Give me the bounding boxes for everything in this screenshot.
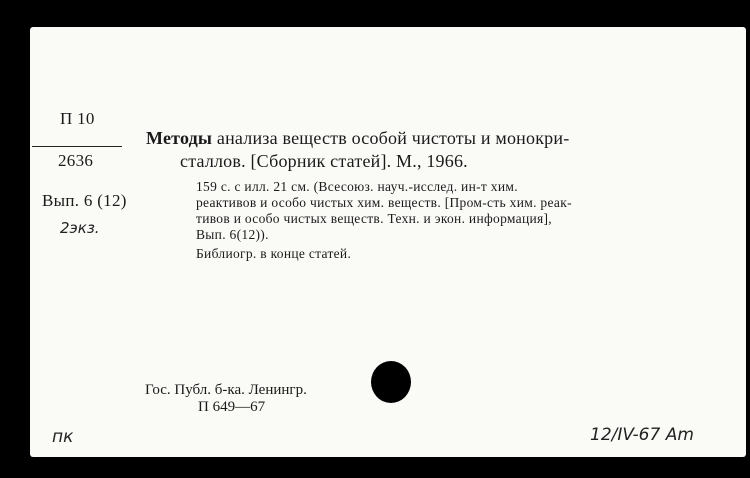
description-line4: Вып. 6(12)).	[196, 227, 269, 242]
description-line3: тивов и особо чистых веществ. Техн. и экон. информация],	[196, 211, 552, 226]
call-number-line3: Вып. 6 (12)	[42, 191, 127, 210]
description-line5: Библиогр. в конце статей.	[196, 246, 352, 261]
title-line2: сталлов. [Сборник статей]. М., 1966.	[180, 151, 468, 171]
handwritten-initials: пк	[52, 427, 74, 447]
title-line1	[146, 128, 569, 149]
call-number-line2: 2636	[58, 151, 94, 170]
call-number-rule	[32, 146, 122, 147]
footer-library: Гос. Публ. б-ка. Ленингр.	[145, 382, 307, 398]
description-line2: реактивов и особо чистых хим. веществ. [Пром-сть хим. реак-	[196, 195, 572, 210]
left-edge-mark	[14, 215, 30, 217]
description-line1: 159 с. с илл. 21 см. (Всесоюз. науч.-исслед. ин-т хим.	[196, 179, 518, 194]
punch-hole	[371, 361, 411, 403]
handwritten-date: 12/IV-67 Am	[590, 425, 694, 445]
catalog-card	[30, 27, 746, 457]
title-first-word: Методы	[146, 128, 213, 148]
footer-number: П 649—67	[198, 399, 266, 415]
title-rest: анализа веществ особой чистоты и монокри-	[212, 128, 570, 148]
copies-note: 2экз.	[60, 219, 100, 237]
call-number-line1: П 10	[60, 109, 95, 128]
